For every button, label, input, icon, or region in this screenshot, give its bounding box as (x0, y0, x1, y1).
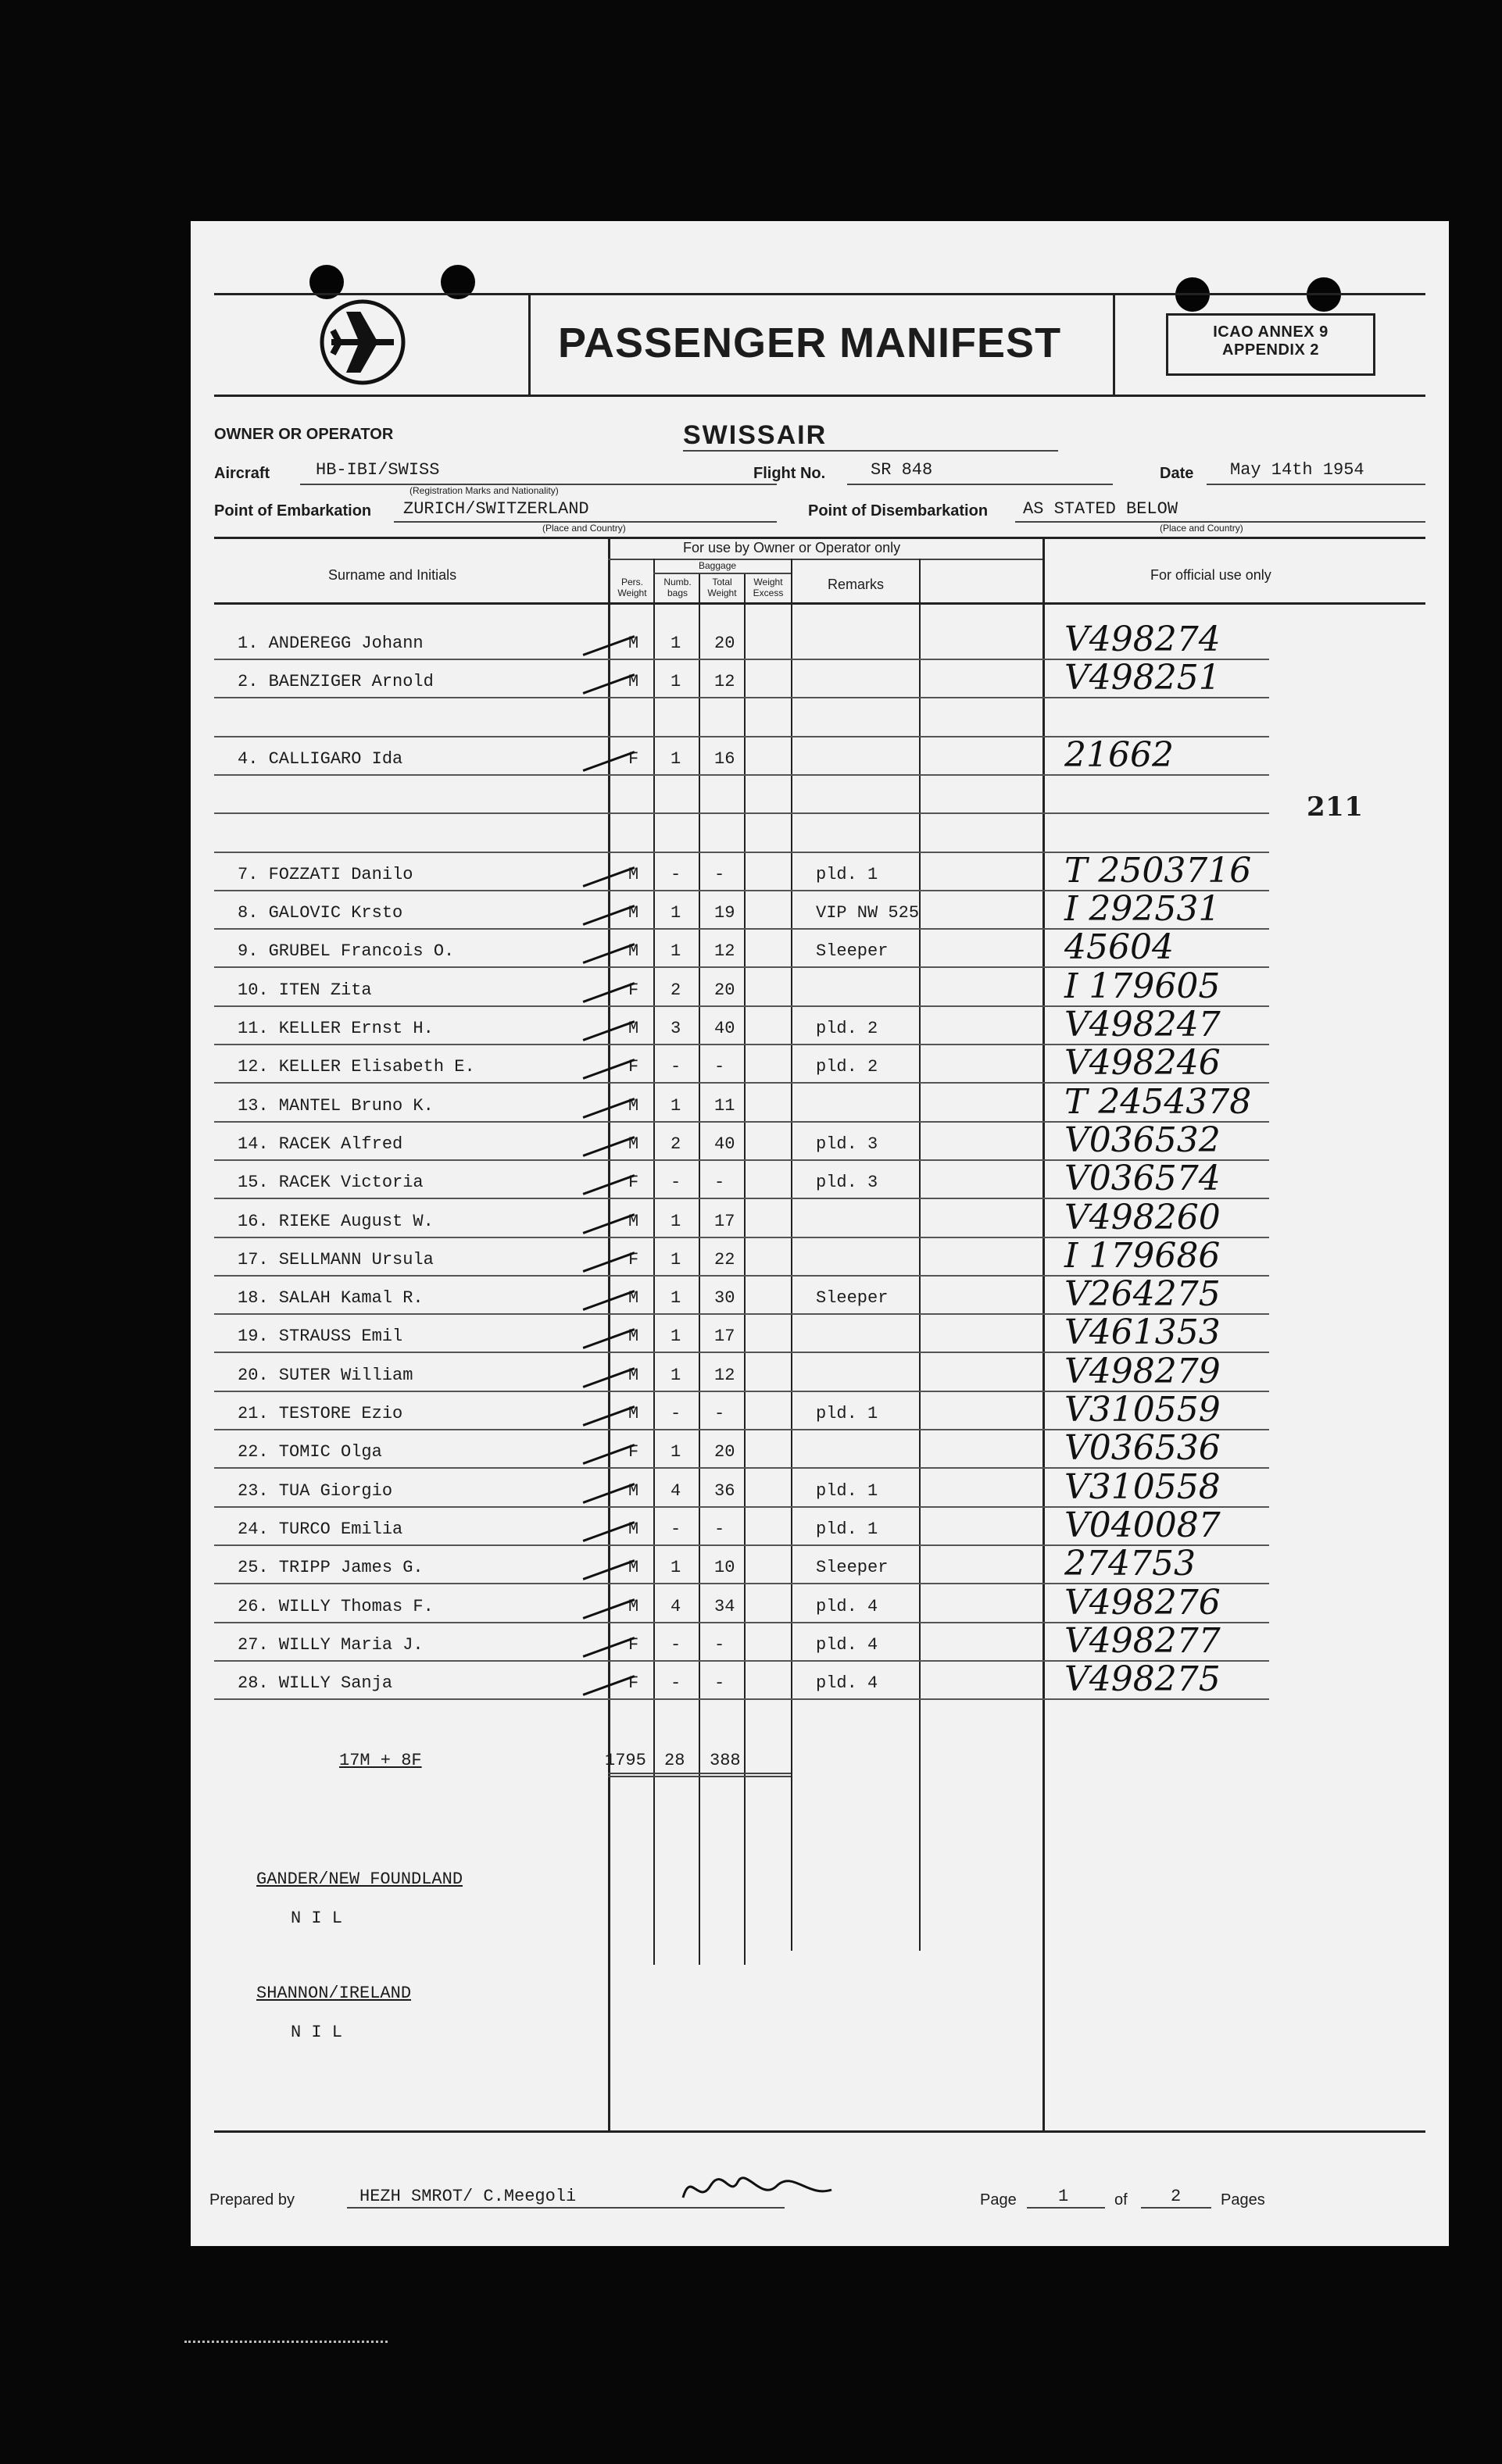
passenger-remarks: pld. 1 (816, 865, 878, 884)
passenger-bags: 1 (671, 634, 681, 653)
passenger-bags: 1 (671, 1366, 681, 1385)
col-pers-weight: Pers. Weight (617, 577, 647, 598)
check-mark (583, 1521, 635, 1542)
row-rule (214, 1698, 1269, 1700)
passenger-weight: 20 (714, 980, 735, 1000)
passenger-weight: 34 (714, 1597, 735, 1616)
pages-label: Pages (1221, 2191, 1265, 2209)
official-number: 21662 (1064, 735, 1174, 775)
row-rule (214, 774, 1269, 776)
table-row (191, 1005, 1449, 1047)
passenger-sex: M (628, 1404, 639, 1423)
table-row (191, 1082, 1449, 1124)
table-row (191, 966, 1449, 1009)
passenger-weight: 12 (714, 672, 735, 691)
official-number: V036536 (1064, 1428, 1221, 1468)
passenger-name: 22. TOMIC Olga (238, 1442, 382, 1462)
passenger-bags: 1 (671, 672, 681, 691)
table-row (191, 1467, 1449, 1509)
check-mark (583, 1213, 635, 1234)
passenger-name: 16. RIEKE August W. (238, 1212, 434, 1231)
passenger-bags: 2 (671, 980, 681, 1000)
totals-pers-weight: 1795 (605, 1751, 646, 1770)
passenger-bags: 4 (671, 1481, 681, 1501)
passenger-weight: 12 (714, 1366, 735, 1385)
passenger-name: 12. KELLER Elisabeth E. (238, 1057, 475, 1077)
page-label: Page (980, 2191, 1017, 2209)
passenger-weight: 17 (714, 1327, 735, 1346)
passenger-sex: M (628, 903, 639, 923)
passenger-name: 28. WILLY Sanja (238, 1673, 393, 1693)
passenger-weight: 16 (714, 749, 735, 769)
stop-gander-place: GANDER/NEW FOUNDLAND (256, 1869, 463, 1889)
official-number: V310559 (1064, 1390, 1221, 1430)
official-number: V498274 (1064, 620, 1221, 659)
passenger-sex: F (628, 1635, 639, 1655)
row-rule (214, 812, 1269, 814)
passenger-weight: - (714, 1635, 725, 1655)
stop-gander-value: N I L (291, 1909, 343, 1928)
check-mark (583, 1598, 635, 1619)
passenger-name: 21. TESTORE Ezio (238, 1404, 403, 1423)
official-number: V498260 (1064, 1198, 1221, 1237)
passenger-name: 2. BAENZIGER Arnold (238, 672, 434, 691)
table-row (191, 1274, 1449, 1316)
passenger-weight: 22 (714, 1250, 735, 1269)
passenger-sex: M (628, 1019, 639, 1038)
passenger-bags: 1 (671, 941, 681, 961)
date-label: Date (1160, 465, 1194, 482)
passenger-name: 1. ANDEREGG Johann (238, 634, 424, 653)
official-number: 45604 (1064, 927, 1174, 967)
passenger-bags: - (671, 1673, 681, 1693)
table-row (191, 1159, 1449, 1201)
passenger-weight: 12 (714, 941, 735, 961)
row-rule (214, 697, 1269, 698)
official-number: I 292531 (1064, 889, 1221, 929)
passenger-name: 24. TURCO Emilia (238, 1519, 403, 1539)
passenger-bags: 2 (671, 1134, 681, 1154)
passenger-bags: - (671, 1635, 681, 1655)
table-row (191, 851, 1449, 893)
table-row (191, 1043, 1449, 1085)
table-row (191, 1236, 1449, 1278)
official-number: 274753 (1064, 1544, 1196, 1584)
passenger-sex: M (628, 1327, 639, 1346)
passenger-sex: M (628, 1558, 639, 1577)
official-number: V498275 (1064, 1659, 1221, 1699)
passenger-weight: 36 (714, 1481, 735, 1501)
annex-line: ICAO ANNEX 9 (1213, 323, 1329, 341)
passenger-name: 7. FOZZATI Danilo (238, 865, 413, 884)
passenger-sex: M (628, 1134, 639, 1154)
check-mark (583, 866, 635, 887)
aircraft-value: HB-IBI/SWISS (316, 460, 440, 480)
passenger-bags: 1 (671, 1250, 681, 1269)
check-mark (583, 1252, 635, 1273)
check-mark (583, 1174, 635, 1195)
passenger-weight: 40 (714, 1019, 735, 1038)
check-mark (583, 1328, 635, 1349)
passenger-sex: M (628, 1096, 639, 1116)
passenger-weight: 11 (714, 1096, 735, 1116)
table-row (191, 735, 1449, 777)
passenger-remarks: pld. 3 (816, 1173, 878, 1192)
check-mark (583, 943, 635, 964)
table-row (191, 820, 1449, 855)
embarkation-value: ZURICH/SWITZERLAND (403, 499, 589, 519)
passenger-sex: M (628, 1597, 639, 1616)
passenger-bags: - (671, 1404, 681, 1423)
aircraft-note: (Registration Marks and Nationality) (409, 485, 559, 496)
passenger-bags: 1 (671, 1327, 681, 1346)
passenger-name: 13. MANTEL Bruno K. (238, 1096, 434, 1116)
appendix-line: APPENDIX 2 (1222, 341, 1319, 359)
passenger-sex: F (628, 749, 639, 769)
table-row (191, 1505, 1449, 1548)
table-row (191, 705, 1449, 739)
check-mark (583, 1559, 635, 1580)
flight-value: SR 848 (871, 460, 933, 480)
passenger-name: 8. GALOVIC Krsto (238, 903, 403, 923)
totals-row (191, 1744, 1449, 1779)
official-number: T 2454378 (1064, 1082, 1252, 1122)
table-row (191, 658, 1449, 700)
official-number: V498276 (1064, 1583, 1221, 1623)
passenger-bags: - (671, 1057, 681, 1077)
passenger-name: 23. TUA Giorgio (238, 1481, 393, 1501)
prepared-label: Prepared by (209, 2191, 295, 2209)
passenger-weight: 20 (714, 634, 735, 653)
passenger-weight: 10 (714, 1558, 735, 1577)
passenger-name: 20. SUTER William (238, 1366, 413, 1385)
check-mark (583, 982, 635, 1003)
passenger-bags: - (671, 1519, 681, 1539)
check-mark (583, 751, 635, 772)
table-row (191, 1312, 1449, 1355)
passenger-sex: F (628, 1250, 639, 1269)
pages-total: 2 (1171, 2187, 1182, 2206)
passenger-remarks: pld. 1 (816, 1481, 878, 1501)
passenger-weight: - (714, 865, 725, 884)
check-mark (583, 1444, 635, 1465)
official-number: V498279 (1064, 1352, 1221, 1391)
passenger-weight: 20 (714, 1442, 735, 1462)
check-mark (583, 1059, 635, 1080)
icao-annex-box (1166, 313, 1375, 376)
passenger-weight: 17 (714, 1212, 735, 1231)
signature (675, 2166, 855, 2213)
check-mark (583, 635, 635, 656)
passenger-sex: F (628, 980, 639, 1000)
col-official: For official use only (1150, 567, 1271, 583)
passenger-bags: 1 (671, 1558, 681, 1577)
film-edge (184, 2341, 388, 2343)
official-number: V036574 (1064, 1159, 1221, 1198)
table-row (191, 1120, 1449, 1162)
disembarkation-note: (Place and Country) (1160, 523, 1243, 534)
passenger-bags: - (671, 865, 681, 884)
official-number: I 179605 (1064, 966, 1221, 1006)
passenger-name: 15. RACEK Victoria (238, 1173, 424, 1192)
passenger-sex: M (628, 941, 639, 961)
official-number: V498247 (1064, 1005, 1221, 1045)
disembarkation-value: AS STATED BELOW (1023, 499, 1178, 519)
disembarkation-label: Point of Disembarkation (808, 502, 989, 520)
passenger-weight: - (714, 1404, 725, 1423)
totals-label: 17M + 8F (339, 1751, 422, 1770)
table-row (191, 620, 1449, 662)
table-row (191, 1621, 1449, 1663)
page-title: PASSENGER MANIFEST (558, 320, 1062, 366)
table-row (191, 1352, 1449, 1394)
col-numb-bags: Numb. bags (663, 577, 692, 598)
passenger-remarks: pld. 4 (816, 1635, 878, 1655)
passenger-bags: 3 (671, 1019, 681, 1038)
official-number: V040087 (1064, 1505, 1221, 1545)
passenger-sex: M (628, 672, 639, 691)
owner-value: SWISSAIR (683, 420, 828, 450)
passenger-name: 9. GRUBEL Francois O. (238, 941, 455, 961)
passenger-remarks: Sleeper (816, 941, 889, 961)
passenger-name: 14. RACEK Alfred (238, 1134, 403, 1154)
col-weight-excess: Weight Excess (753, 577, 784, 598)
stop-shannon-value: N I L (291, 2023, 343, 2042)
passenger-name: 19. STRAUSS Emil (238, 1327, 403, 1346)
table-row (191, 1583, 1449, 1625)
table-row (191, 927, 1449, 970)
passenger-sex: M (628, 1288, 639, 1308)
passenger-sex: M (628, 1481, 639, 1501)
passenger-bags: 1 (671, 1212, 681, 1231)
passenger-bags: 1 (671, 1096, 681, 1116)
passenger-remarks: Sleeper (816, 1558, 889, 1577)
passenger-remarks: pld. 1 (816, 1404, 878, 1423)
page-value: 1 (1058, 2187, 1069, 2206)
passenger-name: 26. WILLY Thomas F. (238, 1597, 434, 1616)
official-number: V498251 (1064, 658, 1221, 698)
official-number: V461353 (1064, 1312, 1221, 1352)
table-row (191, 781, 1449, 816)
passenger-remarks: pld. 4 (816, 1673, 878, 1693)
flight-label: Flight No. (753, 465, 826, 482)
passenger-sex: M (628, 634, 639, 653)
check-mark (583, 1675, 635, 1696)
passenger-name: 25. TRIPP James G. (238, 1558, 424, 1577)
table-row (191, 1544, 1449, 1586)
table-row (191, 1659, 1449, 1702)
passenger-sex: F (628, 1173, 639, 1192)
passenger-weight: - (714, 1173, 725, 1192)
table-row (191, 889, 1449, 931)
airplane-logo-icon (316, 295, 409, 389)
official-number: V036532 (1064, 1120, 1221, 1160)
official-number: V498277 (1064, 1621, 1221, 1661)
passenger-name: 4. CALLIGARO Ida (238, 749, 403, 769)
check-mark (583, 1637, 635, 1658)
table-row (191, 1428, 1449, 1470)
passenger-weight: 19 (714, 903, 735, 923)
col-baggage: Baggage (699, 560, 737, 571)
passenger-bags: - (671, 1173, 681, 1192)
check-mark (583, 1405, 635, 1427)
passenger-sex: M (628, 1366, 639, 1385)
passenger-name: 27. WILLY Maria J. (238, 1635, 424, 1655)
totals-weight: 388 (710, 1751, 741, 1770)
stop-shannon-place: SHANNON/IRELAND (256, 1984, 412, 2003)
embarkation-label: Point of Embarkation (214, 502, 372, 520)
passenger-bags: 1 (671, 903, 681, 923)
totals-bags: 28 (664, 1751, 685, 1770)
stamp-number: 211 (1307, 791, 1364, 823)
official-number: V310558 (1064, 1467, 1221, 1507)
official-number: V498246 (1064, 1043, 1221, 1083)
passenger-weight: 40 (714, 1134, 735, 1154)
col-surname: Surname and Initials (328, 567, 457, 583)
date-value: May 14th 1954 (1230, 460, 1364, 480)
passenger-name: 11. KELLER Ernst H. (238, 1019, 434, 1038)
passenger-bags: 1 (671, 1288, 681, 1308)
passenger-remarks: Sleeper (816, 1288, 889, 1308)
passenger-name: 18. SALAH Kamal R. (238, 1288, 424, 1308)
manifest-sheet (191, 221, 1449, 2246)
passenger-sex: F (628, 1673, 639, 1693)
col-remarks: Remarks (828, 577, 885, 592)
passenger-name: 17. SELLMANN Ursula (238, 1250, 434, 1269)
check-mark (583, 905, 635, 926)
official-number: T 2503716 (1064, 851, 1252, 891)
passenger-remarks: pld. 1 (816, 1519, 878, 1539)
passenger-bags: 1 (671, 1442, 681, 1462)
check-mark (583, 1020, 635, 1041)
check-mark (583, 1290, 635, 1311)
passenger-sex: F (628, 1442, 639, 1462)
official-number: V264275 (1064, 1274, 1221, 1314)
check-mark (583, 1136, 635, 1157)
col-owner-use: For use by Owner or Operator only (683, 540, 901, 555)
owner-label: OWNER OR OPERATOR (214, 426, 394, 443)
check-mark (583, 1098, 635, 1119)
passenger-remarks: pld. 2 (816, 1057, 878, 1077)
passenger-weight: - (714, 1519, 725, 1539)
check-mark (583, 1367, 635, 1388)
passenger-remarks: pld. 2 (816, 1019, 878, 1038)
passenger-remarks: pld. 4 (816, 1597, 878, 1616)
passenger-weight: - (714, 1673, 725, 1693)
passenger-sex: M (628, 1519, 639, 1539)
aircraft-label: Aircraft (214, 465, 270, 482)
check-mark (583, 1483, 635, 1504)
passenger-bags: 1 (671, 749, 681, 769)
passenger-sex: M (628, 865, 639, 884)
embarkation-note: (Place and Country) (542, 523, 626, 534)
passenger-remarks: pld. 3 (816, 1134, 878, 1154)
check-mark (583, 673, 635, 695)
passenger-name: 10. ITEN Zita (238, 980, 372, 1000)
passenger-sex: M (628, 1212, 639, 1231)
table-row (191, 1390, 1449, 1432)
col-total-weight: Total Weight (707, 577, 737, 598)
passenger-weight: 30 (714, 1288, 735, 1308)
official-number: I 179686 (1064, 1236, 1221, 1276)
passenger-bags: 4 (671, 1597, 681, 1616)
passenger-sex: F (628, 1057, 639, 1077)
table-row (191, 1198, 1449, 1240)
passenger-remarks: VIP NW 525 (816, 903, 920, 923)
passenger-weight: - (714, 1057, 725, 1077)
of-label: of (1114, 2191, 1128, 2209)
prepared-value: HEZH SMROT/ C.Meegoli (359, 2187, 577, 2206)
